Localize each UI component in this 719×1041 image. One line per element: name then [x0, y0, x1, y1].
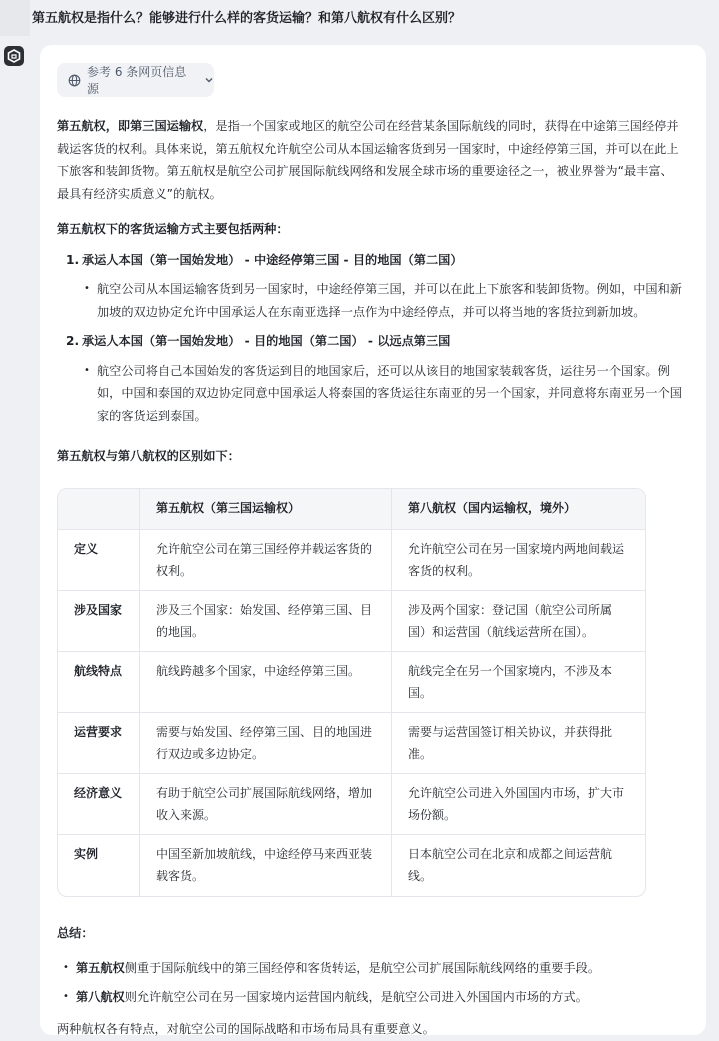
closing-paragraph: 两种航权各有特点，对航空公司的国际战略和市场布局具有重要意义。 [57, 1022, 435, 1036]
summary-bold: 第五航权 [76, 961, 125, 975]
intro-bold: 第五航权，即第三国运输权 [57, 119, 204, 133]
table-cell: 中国至新加坡航线，中途经停马来西亚装载客货。 [140, 835, 392, 896]
summary-heading: 总结： [57, 925, 94, 940]
table-header-cell: 第五航权（第三国运输权） [140, 489, 392, 530]
mode-title-text: 承运人本国（第一国始发地） - 中途经停第三国 - 目的地国（第二国） [82, 252, 463, 267]
assistant-avatar-icon [4, 46, 24, 66]
table-row [58, 591, 645, 652]
intro-text: ，是指一个国家或地区的航空公司在经营某条国际航线的同时，获得在中途第三国经停并载运客货的权利。具体来说，第五航权允许航空公司从本国运输客货到另一国家时，中途经停第三国，并可以在此上下旅客和装卸货物。第五航权是航空公司扩展国际航线网络和发展全球市场的重要途径之一，被业界誉为“最丰富、最具有经济实质意义”的航权。 [57, 119, 679, 201]
table-cell: 允许航空公司进入外国国内市场，扩大市场份额。 [392, 774, 645, 835]
table-row [58, 835, 645, 896]
table-row [58, 774, 645, 835]
table-cell: 日本航空公司在北京和成都之间运营航线。 [408, 846, 613, 883]
row-label: 运营要求 [58, 713, 140, 774]
question-avatar-placeholder [0, 0, 30, 36]
table-cell: 允许航空公司在另一国家境内两地间载运客货的权利。 [392, 530, 645, 591]
bullet-dot: • [84, 283, 90, 294]
table-header-cell [58, 489, 140, 530]
table-cell: 涉及两个国家：登记国（航空公司所属国）和运营国（航线运营所在国）。 [392, 591, 645, 652]
row-label: 定义 [58, 530, 140, 591]
mode-title-text: 承运人本国（第一国始发地） - 目的地国（第二国） - 以远点第三国 [82, 334, 451, 348]
diff-heading: 第五航权与第八航权的区别如下： [57, 449, 240, 463]
mode-number: 2. [66, 334, 80, 348]
table-row [58, 713, 645, 774]
mode-detail-text: 航空公司从本国运输客货到另一国家时，中途经停第三国，并可以在此上下旅客和装卸货物。例如，中国和新加坡的双边协定允许中国承运人在东南亚选择一点作为中途经停点，并可以将当地的客货拉到新加坡。 [97, 282, 682, 319]
summary-bold: 第八航权 [76, 989, 125, 1004]
bullet-dot: • [63, 962, 69, 973]
row-label: 实例 [58, 835, 140, 896]
summary-text: 则允许航空公司在另一国家境内运营国内航线，是航空公司进入外国国内市场的方式。 [124, 989, 588, 1004]
summary-text: 侧重于国际航线中的第三国经停和客货转运，是航空公司扩展国际航线网络的重要手段。 [124, 961, 601, 975]
table-header-cell: 第八航权（国内运输权，境外） [392, 489, 645, 530]
table-cell: 需要与始发国、经停第三国、目的地国进行双边或多边协定。 [140, 713, 392, 774]
intro-paragraph [57, 115, 684, 205]
table-cell: 需要与运营国签订相关协议，并获得批准。 [392, 713, 645, 774]
table-cell: 涉及三个国家：始发国、经停第三国、目的地国。 [140, 591, 392, 652]
table-row [58, 530, 645, 591]
table-row [58, 652, 645, 713]
references-label: 参考 6 条网页信息源 [87, 65, 187, 96]
bullet-dot: • [84, 364, 90, 376]
answer-content [57, 115, 684, 1041]
table-cell: 允许航空公司在第三国经停并载运客货的权利。 [140, 530, 392, 591]
table-header-row [58, 489, 645, 530]
table-cell: 有助于航空公司扩展国际航线网络，增加收入来源。 [140, 774, 392, 835]
mode-detail [84, 278, 684, 323]
table-cell: 航线完全在另一个国家境内，不涉及本国。 [392, 652, 645, 713]
summary-item [63, 986, 684, 1009]
mode-title [66, 330, 684, 353]
user-question: 第五航权是指什么？能够进行什么样的客货运输？和第八航权有什么区别？ [32, 11, 462, 26]
row-label: 航线特点 [58, 652, 140, 713]
comparison-table [57, 488, 646, 897]
mode-title [66, 249, 684, 272]
summary-item [63, 957, 684, 980]
modes-heading: 第五航权下的客货运输方式主要包括两种： [57, 222, 289, 236]
answer-card [40, 45, 706, 1035]
mode-number: 1. [66, 252, 80, 267]
row-label: 经济意义 [58, 774, 140, 835]
table-cell: 航线跨越多个国家，中途经停第三国。 [140, 652, 392, 713]
bullet-dot: • [63, 990, 69, 1002]
references-toggle-button[interactable] [57, 63, 214, 97]
mode-detail [84, 360, 684, 428]
chevron-down-icon [204, 75, 214, 85]
row-label: 涉及国家 [58, 591, 140, 652]
mode-detail-text: 航空公司将自己本国始发的客货运到目的地国家后，还可以从该目的地国家装载客货，运往另一个国家。例如，中国和泰国的双边协定同意中国承运人将泰国的客货运往东南亚的另一个国家，并同意将东南亚另一个国家的客货运到泰国。 [97, 363, 682, 423]
globe-icon [68, 74, 81, 87]
